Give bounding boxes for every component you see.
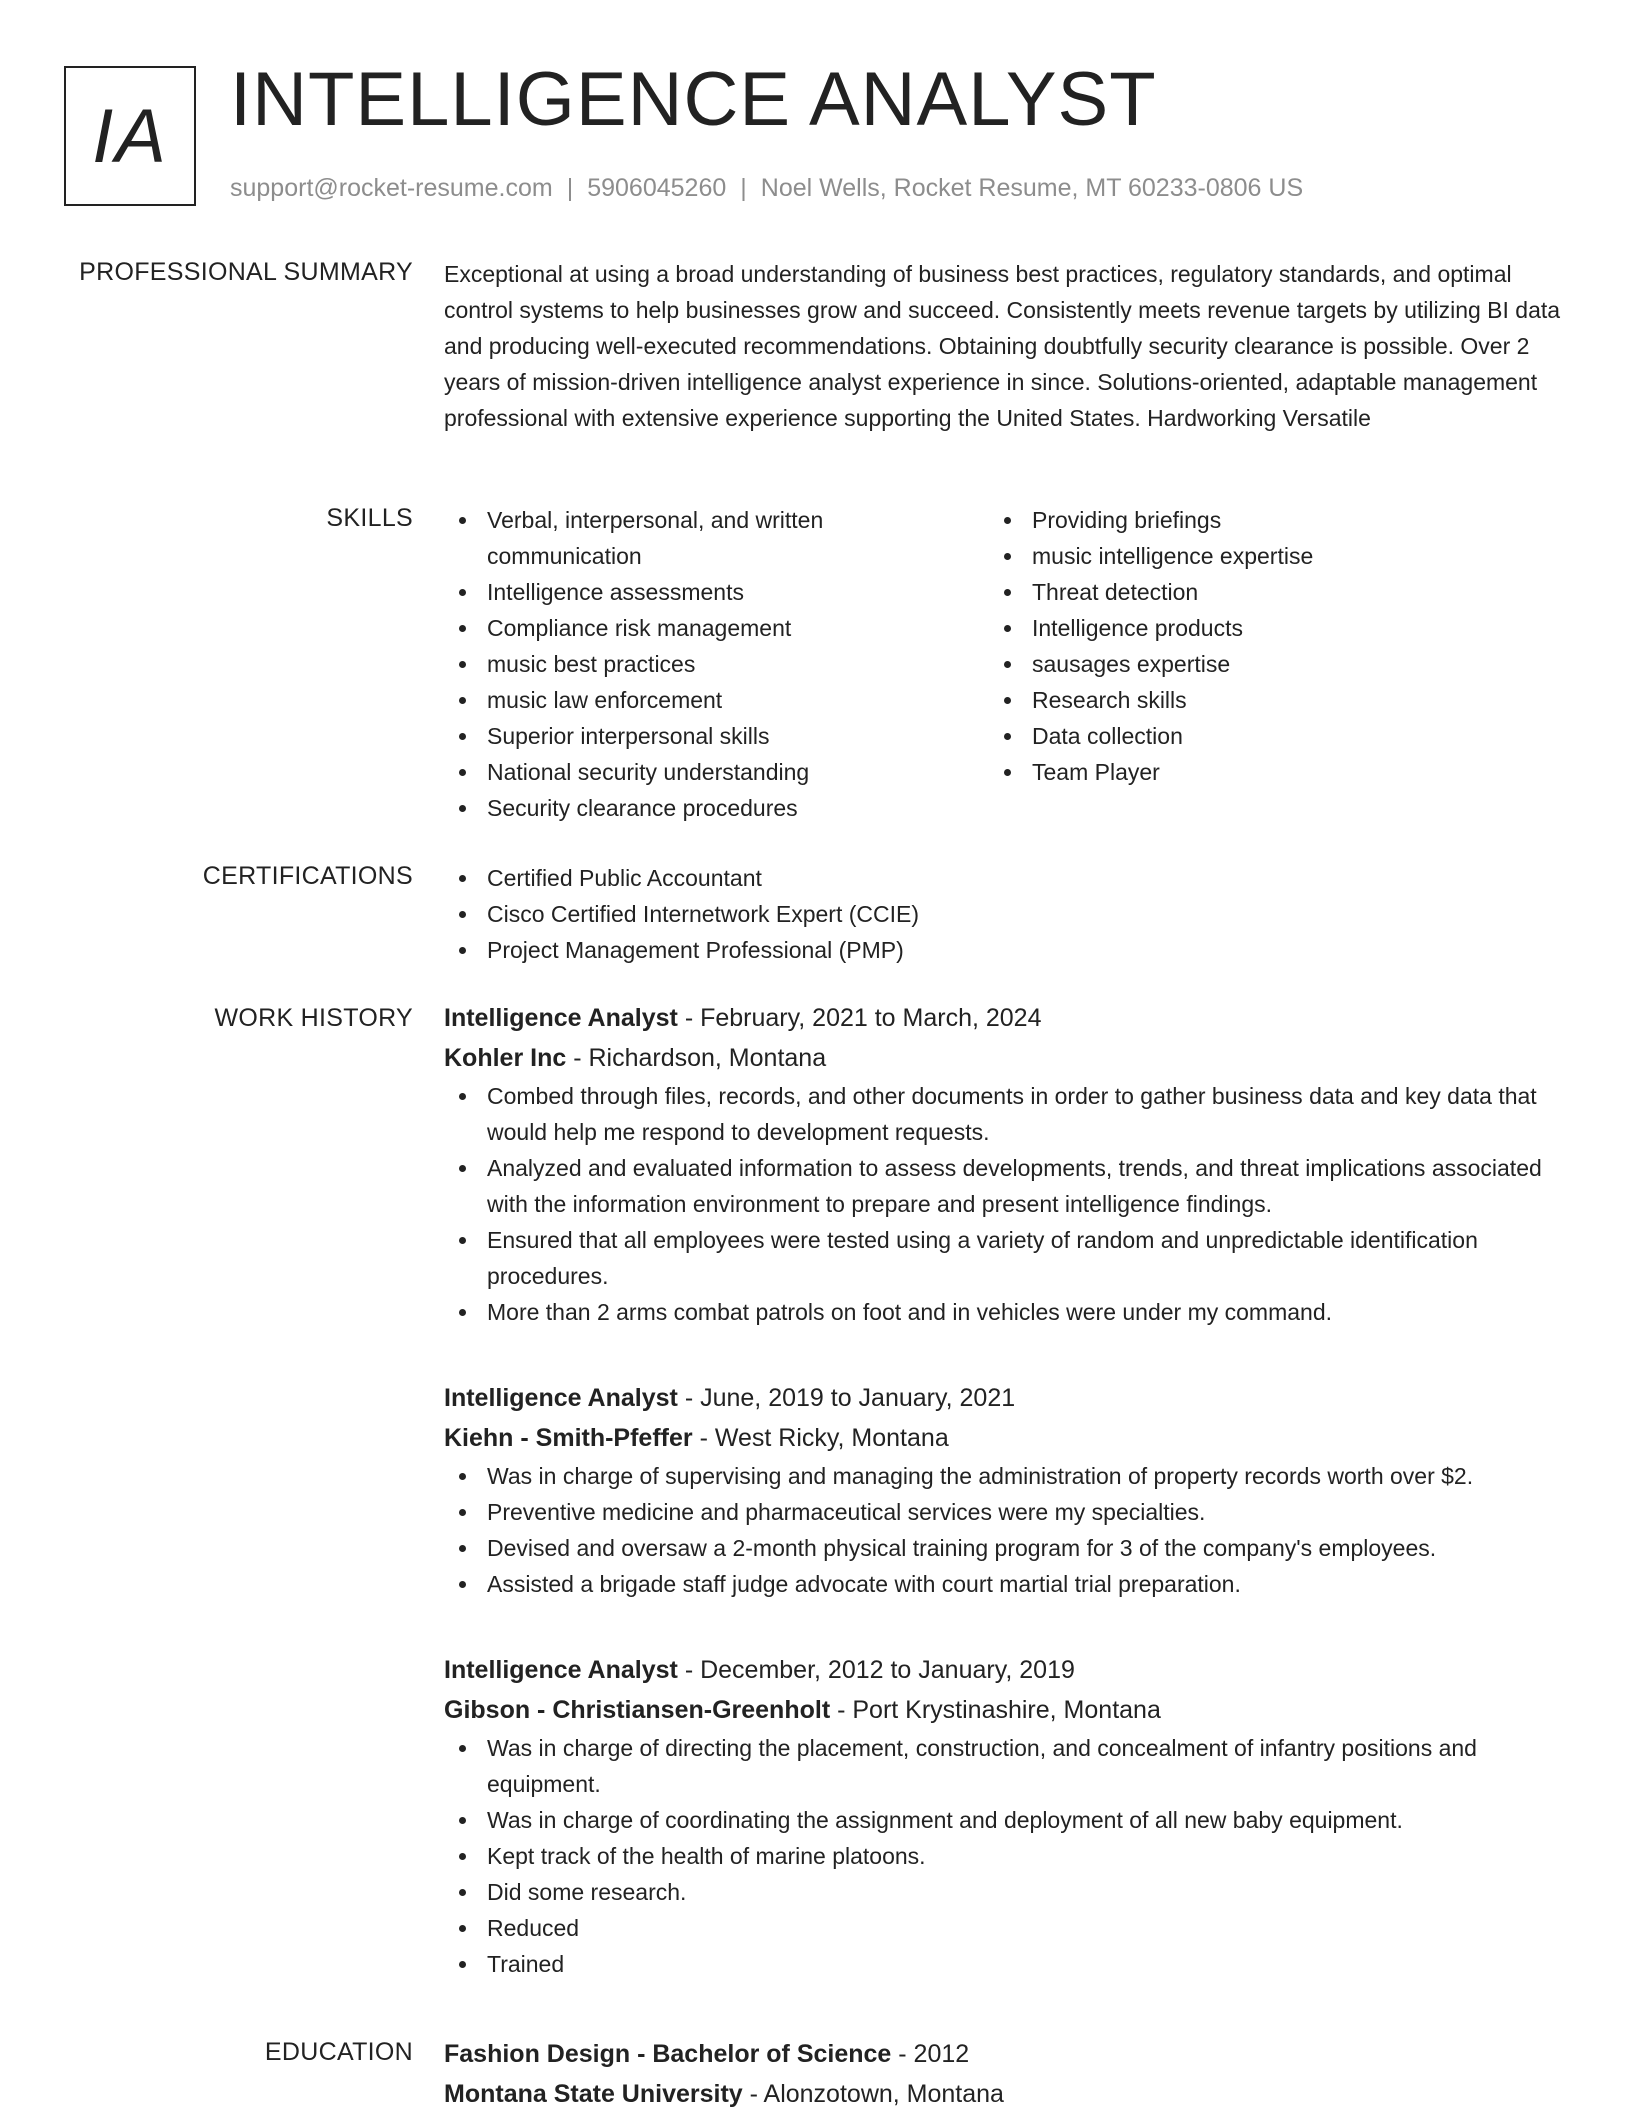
job-company-line (444, 1418, 1564, 1458)
education-year: - 2012 (891, 2040, 970, 2068)
resume-title: INTELLIGENCE ANALYST (230, 57, 1157, 142)
certifications-section (444, 860, 1564, 968)
job-title: Intelligence Analyst (444, 1656, 678, 1684)
job-bullet: Was in charge of directing the placement, construction, and concealment of infantry positions and equipment. (444, 1730, 1564, 1802)
job-location: - West Ricky, Montana (692, 1424, 949, 1452)
section-label-certifications: CERTIFICATIONS (202, 862, 413, 890)
job-company: Kohler Inc (444, 1044, 567, 1072)
job-dates: - December, 2012 to January, 2019 (677, 1656, 1075, 1684)
skill-item: Data collection (989, 718, 1549, 754)
summary-text: Exceptional at using a broad understanding of business best practices, regulatory standards, and optimal control systems to help businesses grow and succeed. Consistently meets revenue targets by utilizing BI data and producing well-executed recommendations. Obtaining doubtfully security clearance is possible. Over 2 years of mission-driven intelligence analyst experience in since. Solutions-oriented, adaptable management professional with extensive experience supporting the United States. Hardworking Versatile (444, 261, 1561, 431)
job-company: Gibson - Christiansen-Greenholt (444, 1696, 831, 1724)
job-location: - Richardson, Montana (566, 1044, 827, 1072)
section-label-skills: SKILLS (326, 504, 413, 532)
skill-item: music law enforcement (444, 682, 989, 718)
skill-item: National security understanding (444, 754, 989, 790)
education-degree-line (444, 2034, 1564, 2074)
skill-item: Compliance risk management (444, 610, 989, 646)
skills-section (444, 502, 1564, 826)
skill-item: sausages expertise (989, 646, 1549, 682)
education-school-line (444, 2074, 1564, 2114)
education-school: Montana State University (444, 2080, 743, 2108)
certifications-list (444, 860, 1564, 968)
job-bullet: Was in charge of coordinating the assignment and deployment of all new baby equipment. (444, 1802, 1564, 1838)
contact-email[interactable]: support@rocket-resume.com (230, 174, 553, 202)
job-company: Kiehn - Smith-Pfeffer (444, 1424, 693, 1452)
contact-separator: | (740, 174, 747, 202)
monogram-initials: IA (92, 93, 168, 179)
skill-item: Intelligence products (989, 610, 1549, 646)
job-bullet: Did some research. (444, 1874, 1564, 1910)
job-company-line (444, 1690, 1564, 1730)
job-entry (444, 1650, 1564, 1982)
job-bullet: Analyzed and evaluated information to assess developments, trends, and threat implications associated with the information environment to prepare and present intelligence findings. (444, 1150, 1564, 1222)
job-location: - Port Krystinashire, Montana (830, 1696, 1161, 1724)
certification-item: Certified Public Accountant (444, 860, 1564, 896)
job-bullet: Devised and oversaw a 2-month physical training program for 3 of the company's employees. (444, 1530, 1564, 1566)
section-label-education: EDUCATION (264, 2038, 413, 2066)
summary-section (444, 256, 1564, 436)
job-title: Intelligence Analyst (444, 1384, 678, 1412)
education-section (444, 2034, 1564, 2114)
contact-separator: | (566, 174, 574, 202)
skill-item: Superior interpersonal skills (444, 718, 989, 754)
skill-item: Threat detection (989, 574, 1549, 610)
section-label-summary: PROFESSIONAL SUMMARY (79, 258, 413, 286)
certification-item: Cisco Certified Internetwork Expert (CCIE) (444, 896, 1564, 932)
skills-list-right (989, 502, 1549, 790)
skills-list-left (444, 502, 989, 826)
job-bullet: Kept track of the health of marine platoons. (444, 1838, 1564, 1874)
job-entry (444, 1378, 1564, 1602)
skill-item: Intelligence assessments (444, 574, 989, 610)
skills-column-left (444, 502, 989, 826)
contact-address: Noel Wells, Rocket Resume, MT 60233-0806 US (760, 174, 1304, 202)
skill-item: Providing briefings (989, 502, 1549, 538)
job-title-line (444, 1378, 1564, 1418)
job-dates: - February, 2021 to March, 2024 (677, 1004, 1042, 1032)
skill-item: music best practices (444, 646, 989, 682)
skill-item: Verbal, interpersonal, and written communication (444, 502, 989, 574)
job-bullet: Preventive medicine and pharmaceutical services were my specialties. (444, 1494, 1564, 1530)
skill-item: Research skills (989, 682, 1549, 718)
job-title-line (444, 998, 1564, 1038)
skill-item: Security clearance procedures (444, 790, 989, 826)
skill-item: Team Player (989, 754, 1549, 790)
job-bullet: Combed through files, records, and other documents in order to gather business data and key data that would help me respond to development requests. (444, 1078, 1564, 1150)
job-bullet: Trained (444, 1946, 1564, 1982)
education-degree: Fashion Design - Bachelor of Science (444, 2040, 892, 2068)
job-bullets (444, 1730, 1564, 1982)
job-bullet: Was in charge of supervising and managing the administration of property records worth over $2. (444, 1458, 1564, 1494)
job-bullets (444, 1458, 1564, 1602)
job-bullet: More than 2 arms combat patrols on foot and in vehicles were under my command. (444, 1294, 1564, 1330)
skill-item: music intelligence expertise (989, 538, 1549, 574)
skills-column-right (989, 502, 1549, 826)
job-entry (444, 998, 1564, 1330)
monogram-badge (64, 66, 196, 206)
job-bullet: Assisted a brigade staff judge advocate with court martial trial preparation. (444, 1566, 1564, 1602)
section-label-work-history: WORK HISTORY (214, 1004, 413, 1032)
job-bullet: Reduced (444, 1910, 1564, 1946)
job-company-line (444, 1038, 1564, 1078)
job-dates: - June, 2019 to January, 2021 (677, 1384, 1016, 1412)
job-title: Intelligence Analyst (444, 1004, 678, 1032)
job-bullets (444, 1078, 1564, 1330)
contact-phone[interactable]: 5906045260 (587, 174, 727, 202)
job-title-line (444, 1650, 1564, 1690)
job-bullet: Ensured that all employees were tested using a variety of random and unpredictable identification procedures. (444, 1222, 1564, 1294)
education-location: - Alonzotown, Montana (742, 2080, 1004, 2108)
contact-line (230, 174, 1303, 203)
certification-item: Project Management Professional (PMP) (444, 932, 1564, 968)
